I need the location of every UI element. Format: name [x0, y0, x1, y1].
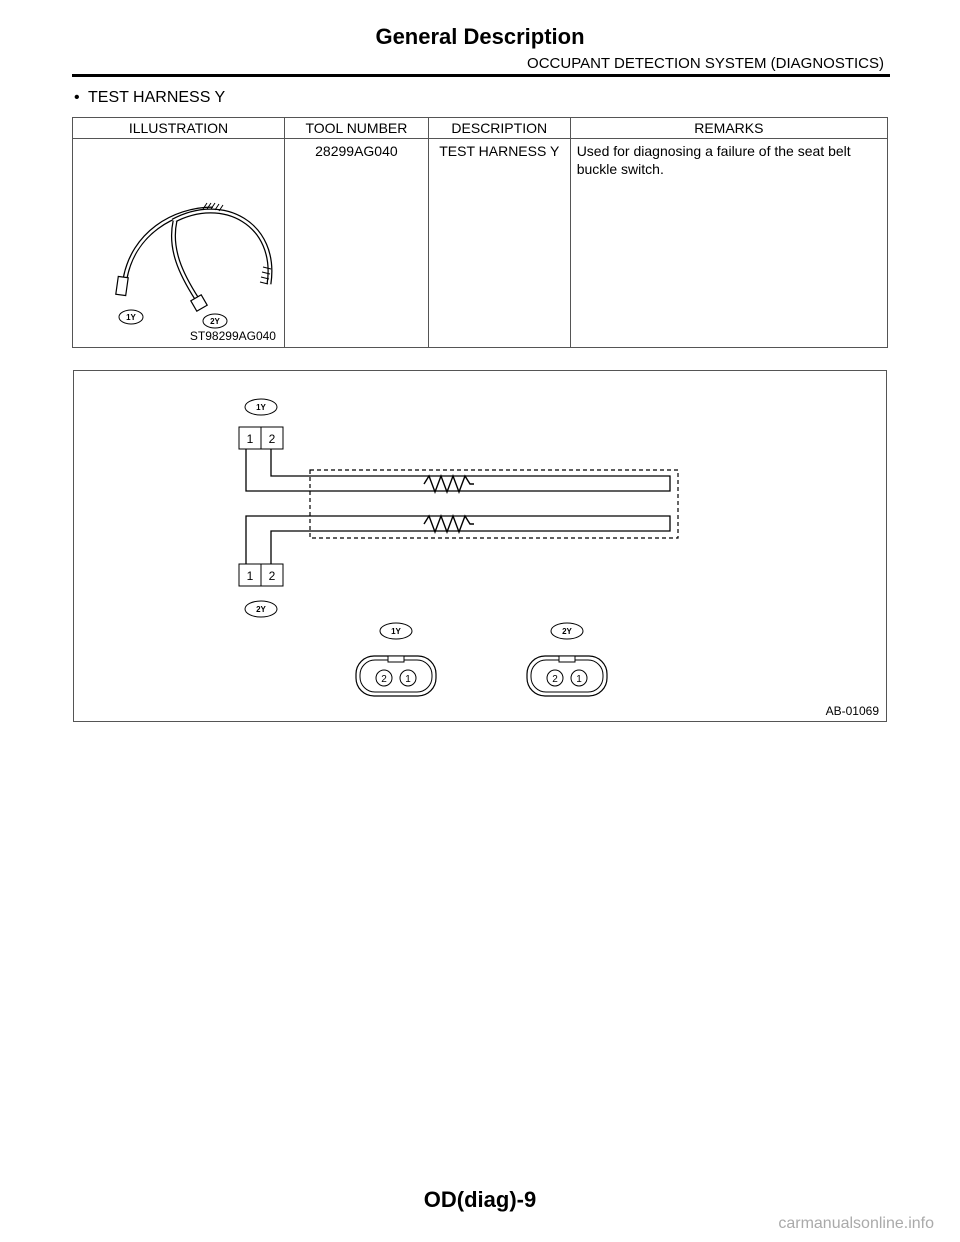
tool-remarks: Used for diagnosing a failure of the seat belt buckle switch.	[576, 143, 851, 177]
illustration-label-2y: 2Y	[210, 317, 220, 326]
page-title: General Description	[375, 24, 585, 49]
harness-illustration	[73, 139, 283, 344]
table-header-row	[73, 118, 888, 139]
face-2y-pin-2: 2	[552, 674, 558, 685]
tool-table	[72, 117, 888, 348]
bottom-pin-2: 2	[268, 569, 276, 583]
column-header-remarks: REMARKS	[570, 118, 887, 139]
section-heading-text: TEST HARNESS Y	[88, 89, 226, 106]
tool-number: 28299AG040	[315, 143, 398, 159]
section-heading	[74, 89, 225, 107]
face-1y-pin-1: 1	[405, 674, 411, 685]
connector-face-2y-label: 2Y	[562, 627, 572, 636]
section-subtitle: OCCUPANT DETECTION SYSTEM (DIAGNOSTICS)	[527, 55, 884, 72]
watermark: carmanualsonline.info	[778, 1215, 934, 1232]
illustration-code: ST98299AG040	[189, 329, 276, 343]
top-connector-label: 1Y	[256, 403, 266, 412]
connector-face-1y-label: 1Y	[391, 627, 401, 636]
top-pin-2: 2	[268, 432, 276, 446]
remarks-cell	[570, 139, 887, 348]
illustration-label-1y: 1Y	[126, 313, 136, 322]
wiring-diagram-svg	[74, 371, 886, 721]
bottom-connector-label: 2Y	[256, 605, 266, 614]
bullet-icon: •	[74, 89, 80, 106]
illustration-cell	[73, 139, 285, 348]
column-header-description: DESCRIPTION	[428, 118, 570, 139]
column-header-tool-number: TOOL NUMBER	[284, 118, 428, 139]
bottom-pin-1: 1	[246, 569, 254, 583]
face-2y-pin-1: 1	[576, 674, 582, 685]
description-cell	[428, 139, 570, 348]
face-1y-pin-2: 2	[381, 674, 387, 685]
header-divider	[72, 74, 890, 77]
tool-number-cell	[284, 139, 428, 348]
table-row	[73, 139, 888, 348]
top-pin-1: 1	[246, 432, 254, 446]
figure-code: AB-01069	[825, 704, 879, 718]
tool-description: TEST HARNESS Y	[439, 143, 560, 159]
page-number: OD(diag)-9	[423, 1187, 537, 1212]
wiring-diagram	[73, 370, 887, 722]
column-header-illustration: ILLUSTRATION	[73, 118, 285, 139]
